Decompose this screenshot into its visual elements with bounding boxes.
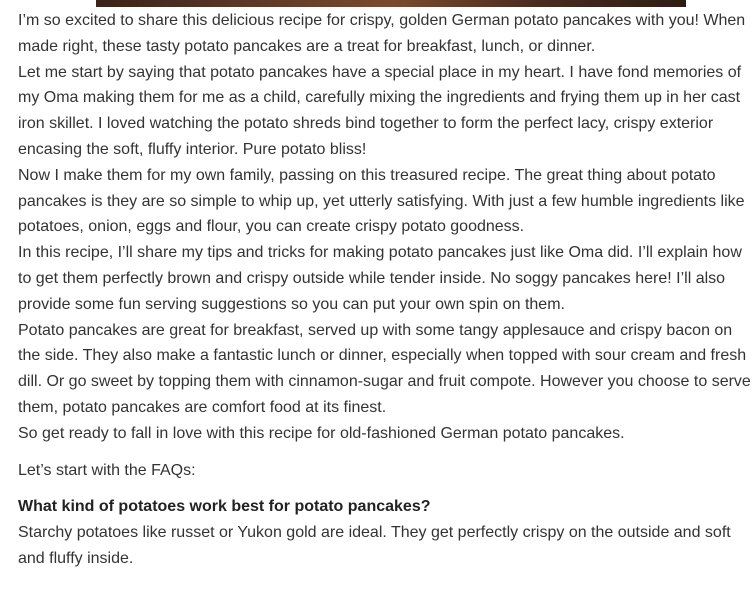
closing-paragraph: So get ready to fall in love with this recipe for old-fashioned German potato pancakes.: [18, 424, 625, 442]
spacer: [18, 447, 753, 458]
faq-answer: Starchy potatoes like russet or Yukon gold are ideal. They get perfectly crispy on the outside and soft and fluffy inside.: [18, 524, 731, 567]
memories-paragraph: Let me start by saying that potato pancakes have a special place in my heart. I have fond memories of my Oma making them for me as a child, carefully mixing the ingredients and frying them up in her cast iron skillet. I loved watching the potato shreds bind together to form the perfect lacy, crispy exterior encasing the soft, fluffy interior. Pure potato bliss!: [18, 63, 742, 158]
faq-question: What kind of potatoes work best for potato pancakes?: [18, 498, 431, 516]
article-body: [18, 8, 753, 572]
tips-paragraph: In this recipe, I’ll share my tips and tricks for making potato pancakes just like Oma did. I’ll explain how to get them perfectly brown and crispy outside while tender inside. No soggy pancakes here! I’ll also provide some fun serving suggestions so you can put your own spin on them.: [18, 244, 742, 313]
serving-paragraph: Potato pancakes are great for breakfast, served up with some tangy applesauce and crispy bacon on the side. They also make a fantastic lunch or dinner, especially when topped with sour cream and fresh dill. Or go sweet by topping them with cinnamon-sugar and fruit compote. However you choose to serve them, potato pancakes are comfort food at its finest.: [18, 321, 751, 416]
faq-intro: Let’s start with the FAQs:: [18, 461, 196, 479]
family-paragraph: Now I make them for my own family, passing on this treasured recipe. The great thing about potato pancakes is they are so simple to whip up, yet utterly satisfying. With just a few humble ingredients like potatoes, onion, eggs and flour, you can create crispy potato goodness.: [18, 166, 745, 236]
spacer: [18, 483, 753, 494]
hero-image-bottom-edge: [96, 0, 686, 7]
intro-paragraph: I’m so excited to share this delicious recipe for crispy, golden German potato pancakes with you! When made right, these tasty potato pancakes are a treat for breakfast, lunch, or dinner.: [18, 12, 746, 55]
